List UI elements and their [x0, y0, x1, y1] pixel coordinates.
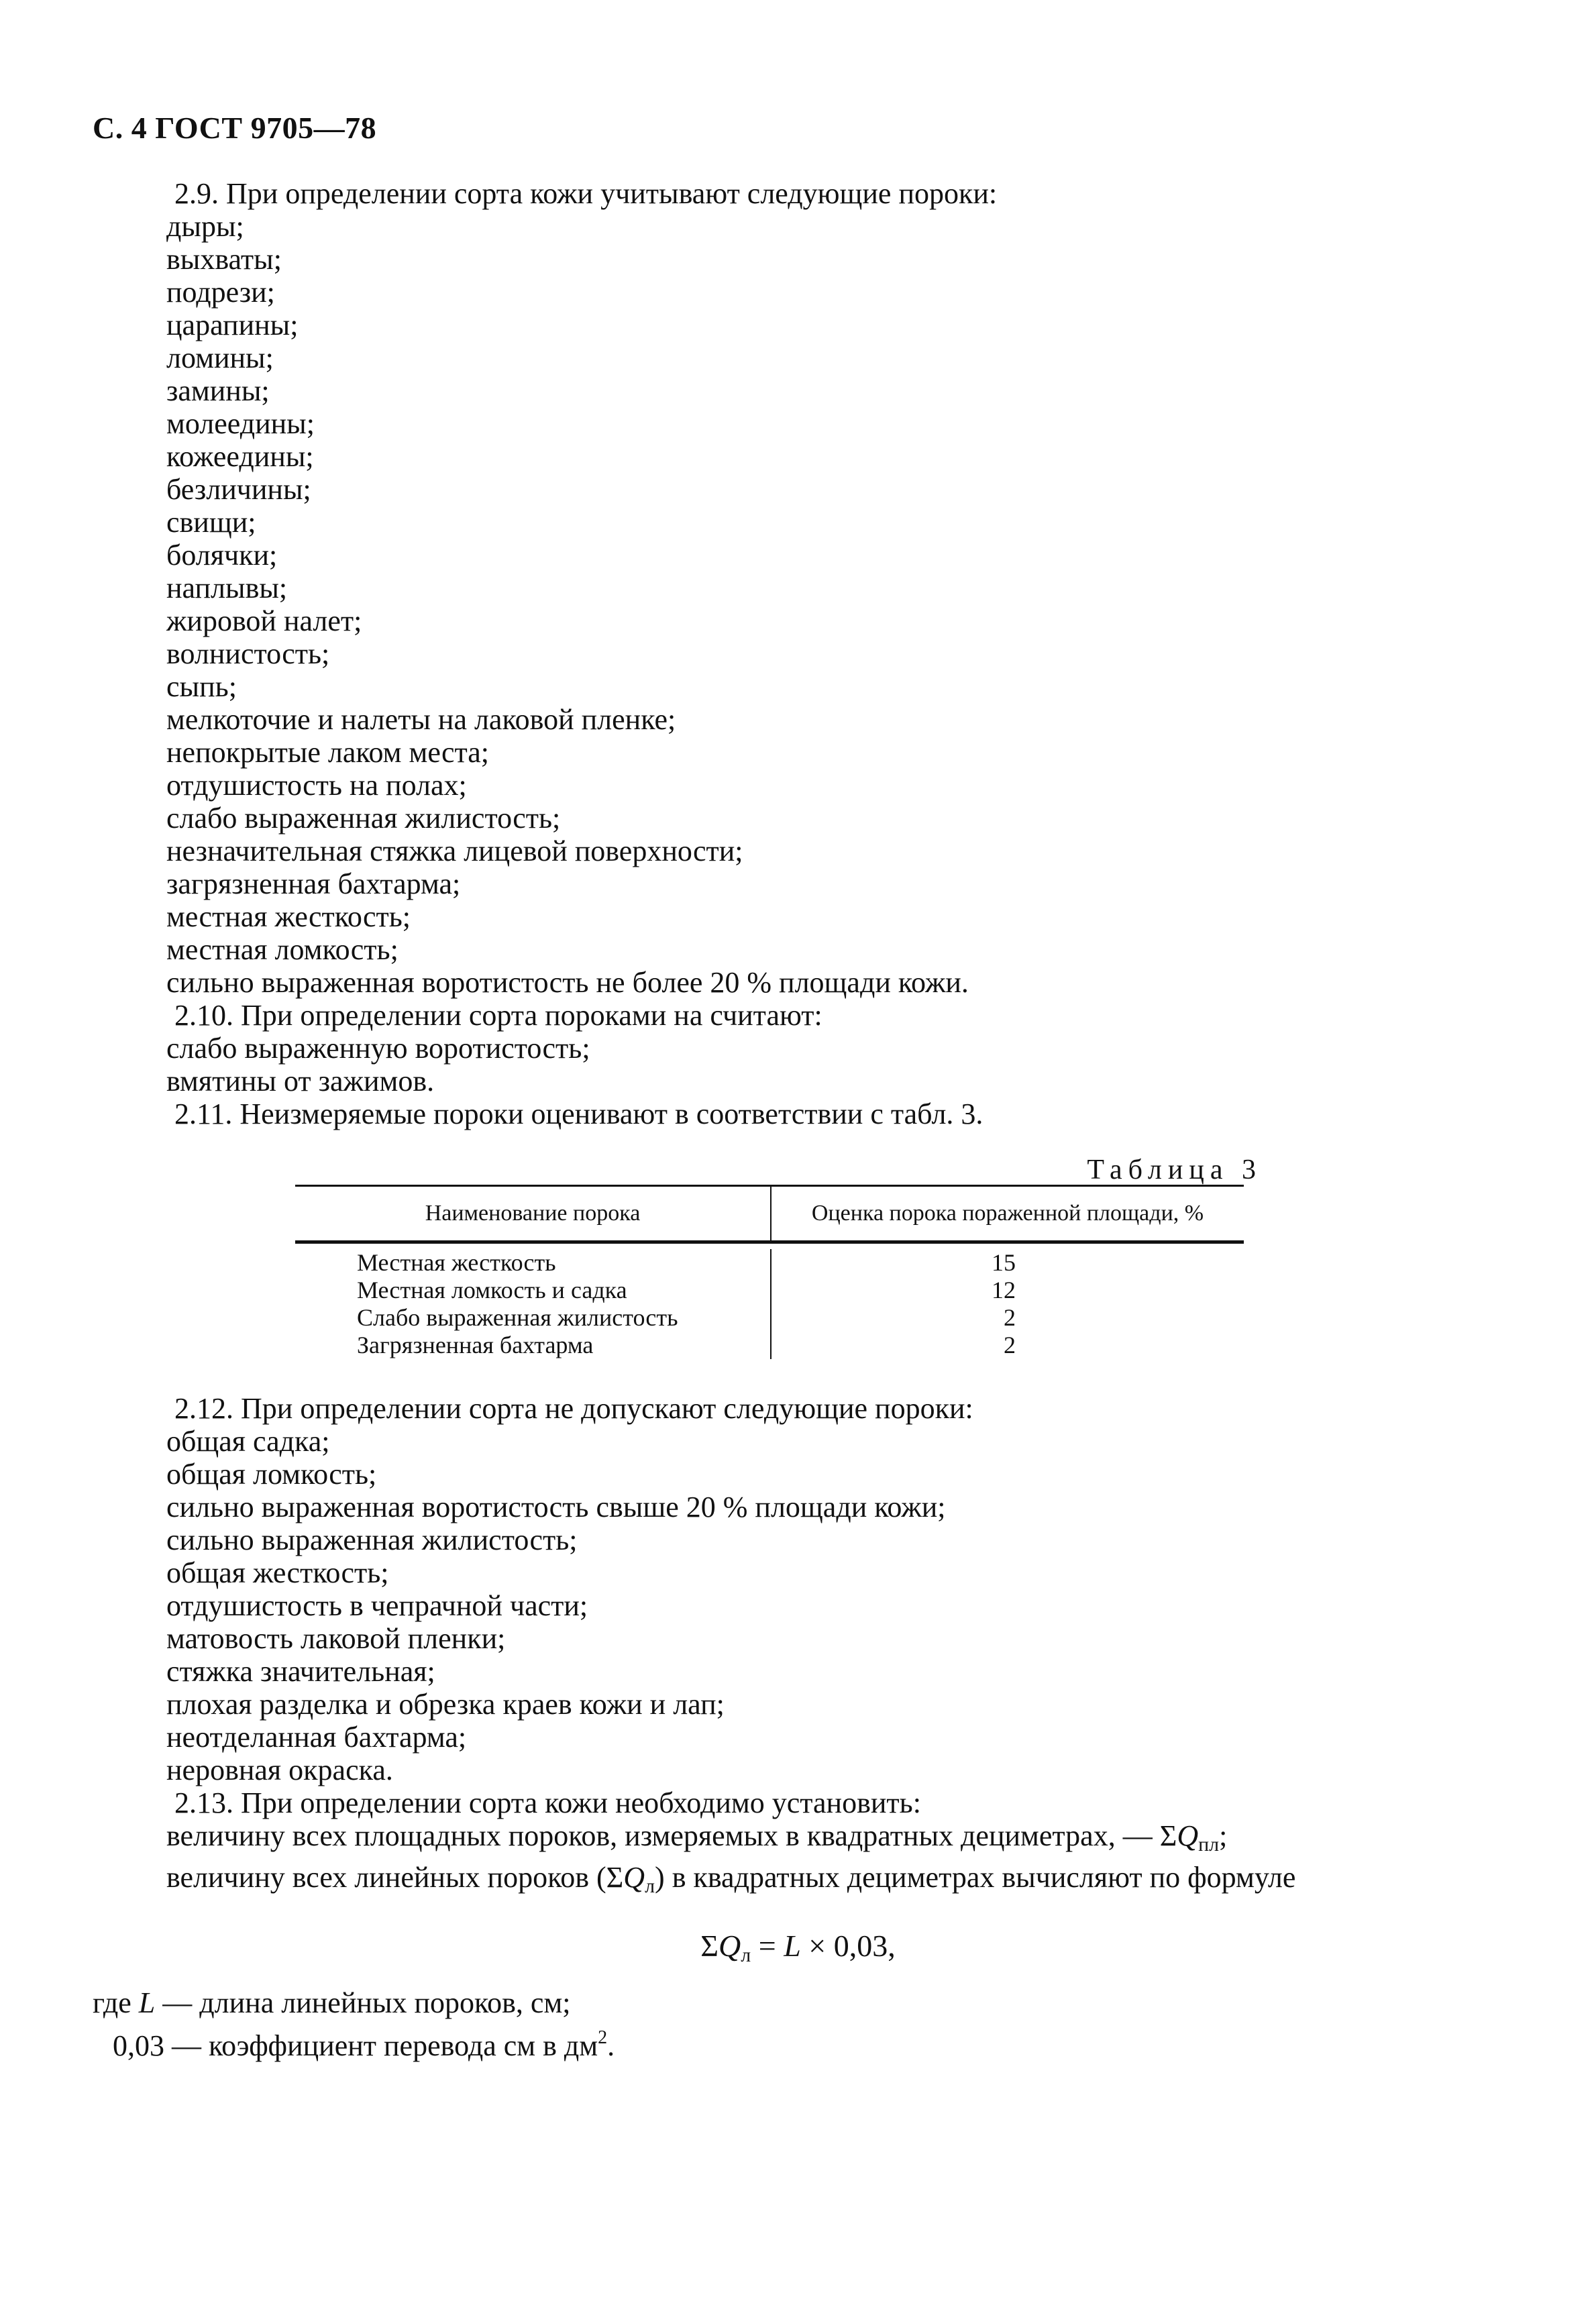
table-header-row — [295, 1187, 1244, 1244]
list-item: непокрытые лаком места; — [166, 736, 490, 769]
symbol-q: Q — [1177, 1819, 1199, 1852]
list-item: матовость лаковой пленки; — [166, 1622, 506, 1655]
formula — [0, 1928, 1596, 1967]
list-item: незначительная стяжка лицевой поверхности; — [166, 835, 743, 867]
text-span: величину всех линейных пороков (Σ — [166, 1861, 624, 1894]
paragraph-2-11: 2.11. Неизмеряемые пороки оценивают в соответствии с табл. 3. — [174, 1097, 983, 1130]
equals-sign: = — [751, 1929, 784, 1963]
list-item: сильно выраженная жилистость; — [166, 1523, 578, 1556]
list-item: слабо выраженную воротистость; — [166, 1032, 590, 1065]
table-cell-name: Местная жесткость — [357, 1249, 556, 1276]
table-3 — [295, 1185, 1244, 1359]
list-item: общая садка; — [166, 1425, 330, 1458]
list-item: молеедины; — [166, 407, 315, 440]
list-item: загрязненная бахтарма; — [166, 867, 461, 900]
list-item: слабо выраженная жилистость; — [166, 802, 561, 835]
table-cell-value: 15 — [992, 1249, 1016, 1276]
symbol-l: L — [784, 1929, 801, 1963]
list-item: отдушистость в чепрачной части; — [166, 1589, 588, 1622]
list-item: плохая разделка и обрезка краев кожи и лап; — [166, 1688, 725, 1721]
paragraph-2-10: 2.10. При определении сорта пороками на считают: — [174, 999, 822, 1032]
list-item: царапины; — [166, 309, 299, 341]
table-cell-name: Загрязненная бахтарма — [357, 1332, 594, 1358]
list-item: безличины; — [166, 473, 311, 506]
list-item: болячки; — [166, 539, 278, 572]
symbol-q: Q — [623, 1861, 645, 1894]
table-cell-name: Местная ломкость и садка — [357, 1277, 627, 1303]
text-span: ) в квадратных дециметрах вычисляют по формуле — [655, 1861, 1296, 1894]
table-name-column — [295, 1249, 770, 1359]
legend-key: 0,03 — — [113, 2029, 201, 2062]
paragraph-2-13: 2.13. При определении сорта кожи необходимо установить: — [174, 1786, 921, 1819]
table-body — [295, 1244, 1244, 1359]
legend-row — [93, 2021, 615, 2063]
list-item: жировой налет; — [166, 604, 362, 637]
list-item: местная жесткость; — [166, 900, 411, 933]
page-header: С. 4 ГОСТ 9705—78 — [93, 111, 377, 145]
legend-text: коэффициент перевода см в дм — [201, 2029, 598, 2062]
table-cell-name: Слабо выраженная жилистость — [357, 1304, 678, 1331]
list-item: волнистость; — [166, 637, 330, 670]
legend-prefix: где — [93, 1986, 139, 2019]
list-item: вмятины от зажимов. — [166, 1065, 435, 1097]
list-item: сильно выраженная воротистость не более 20 % площади кожи. — [166, 966, 969, 999]
table-header-value: Оценка порока пораженной площади, % — [770, 1187, 1244, 1240]
list-item: кожеедины; — [166, 440, 314, 473]
section-2-12-to-2-13 — [166, 1392, 1508, 1902]
paragraph-2-12: 2.12. При определении сорта не допускают следующие пороки: — [174, 1392, 973, 1425]
table-caption: Таблица 3 — [1087, 1154, 1262, 1185]
table-cell-value: 2 — [1004, 1332, 1016, 1358]
symbol-q: Q — [719, 1929, 741, 1963]
superscript: 2 — [598, 2027, 608, 2048]
list-item: местная ломкость; — [166, 933, 398, 966]
table-cell-value: 12 — [992, 1277, 1016, 1303]
text-span: величину всех площадных пороков, измеряемых в квадратных дециметрах, — Σ — [166, 1819, 1177, 1852]
list-item: неровная окраска. — [166, 1754, 393, 1786]
list-item: ломины; — [166, 341, 274, 374]
formula-rest: × 0,03, — [800, 1929, 896, 1963]
text-span: ; — [1219, 1819, 1228, 1852]
table-header-name: Наименование порока — [425, 1201, 641, 1226]
subscript: пл — [1198, 1833, 1220, 1856]
list-item: общая ломкость; — [166, 1458, 377, 1491]
list-item: сильно выраженная воротистость свыше 20 % площади кожи; — [166, 1491, 946, 1523]
legend-text: длина линейных пороков, см; — [192, 1986, 571, 2019]
legend-row — [93, 1986, 615, 2021]
section-2-9-to-2-11 — [166, 177, 1508, 1130]
symbol-l: L — [138, 1986, 156, 2019]
list-item: общая жесткость; — [166, 1556, 389, 1589]
list-item: свищи; — [166, 506, 256, 539]
table-value-column — [770, 1249, 1244, 1359]
paragraph-line — [166, 1861, 1508, 1902]
list-item: выхваты; — [166, 243, 282, 276]
paragraph-line — [166, 1819, 1508, 1861]
list-item: мелкоточие и налеты на лаковой пленке; — [166, 703, 676, 736]
sigma-symbol: Σ — [700, 1929, 719, 1963]
subscript: л — [645, 1875, 655, 1897]
list-item: дыры; — [166, 210, 244, 243]
list-item: стяжка значительная; — [166, 1655, 435, 1688]
list-item: неотделанная бахтарма; — [166, 1721, 467, 1754]
table-cell-value: 2 — [1004, 1304, 1016, 1331]
legend-end: . — [607, 2029, 615, 2062]
paragraph-2-9: 2.9. При определении сорта кожи учитывают следующие пороки: — [174, 177, 998, 210]
formula-legend — [93, 1986, 615, 2063]
list-item: замины; — [166, 374, 270, 407]
list-item: наплывы; — [166, 572, 288, 604]
subscript: л — [741, 1944, 751, 1966]
legend-dash: — — [155, 1986, 193, 2019]
list-item: сыпь; — [166, 670, 237, 703]
list-item: отдушистость на полах; — [166, 769, 467, 802]
list-item: подрези; — [166, 276, 275, 309]
